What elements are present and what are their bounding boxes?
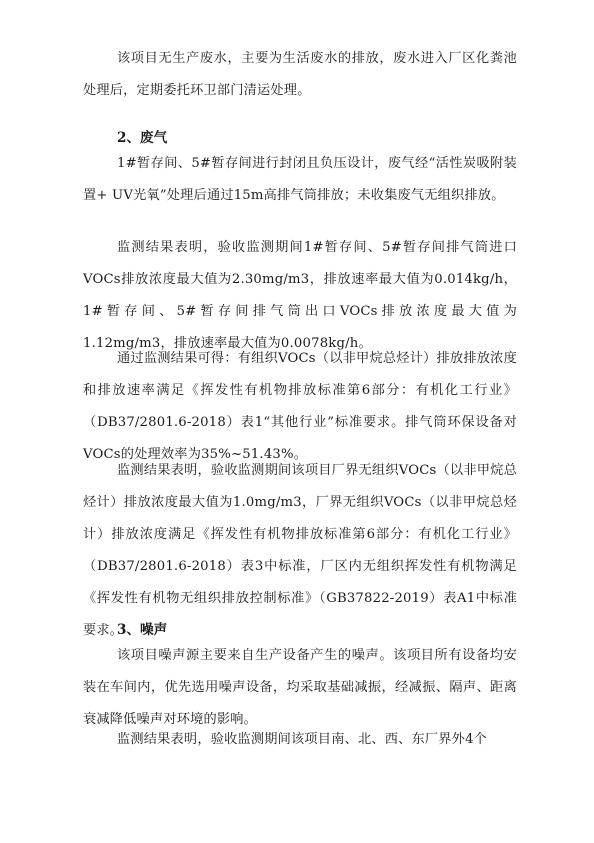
paragraph-exhaust-treatment: 1#暂存间、5#暂存间进行封闭且负压设计，废气经“活性炭吸附装置+ UV光氧”处理后通过15m高排气筒排放；未收集废气无组织排放。 [83, 156, 517, 203]
paragraph-standard-compliance-organized: 通过监测结果可得：有组织VOCs（以非甲烷总烃计）排放排放浓度和排放速率满足《挥发性有机物排放标准第6部分：有机化工行业》（DB37/2801.6-2018）表1“其他行业”标准要求。排气筒环保设备对VOCs的处理效率为35%~51.43%。 [83, 351, 517, 462]
paragraph-wastewater: 该项目无生产废水，主要为生活废水的排放，废水进入厂区化粪池处理后，定期委托环卫部门清运处理。 [83, 51, 517, 98]
paragraph-monitoring-results-unorganized: 监测结果表明，验收监测期间该项目厂界无组织VOCs（以非甲烷总烃计）排放浓度最大值为1.0mg/m3，厂界无组织VOCs（以非甲烷总烃计）排放浓度满足《挥发性有机物排放标准第6部分：有机化工行业》（DB37/2801.6-2018）表3中标准，厂区内无组织挥发性有机物满足《挥发性有机物无组织排放控制标准》（GB37822-2019）表A1中标准要求。 [83, 463, 517, 638]
section-heading-noise: 3、噪声 [117, 622, 168, 638]
paragraph-noise-sources: 该项目噪声源主要来自生产设备产生的噪声。该项目所有设备均安装在车间内，优先选用噪声设备，均采取基础减振，经减振、隔声、距离衰减降低噪声对环境的影响。 [83, 648, 517, 727]
paragraph-monitoring-results-organized: 监测结果表明，验收监测期间1#暂存间、5#暂存间排气筒进口VOCs排放浓度最大值为2.30mg/m3，排放速率最大值为0.014kg/h，1#暂存间、5#暂存间排气筒出口VOCs排放浓度最大值为1.12mg/m3，排放速率最大值为0.0078kg/h。 [83, 240, 517, 351]
paragraph-noise-monitoring: 监测结果表明，验收监测期间该项目南、北、西、东厂界外4个 [117, 732, 488, 747]
section-heading-exhaust-gas: 2、废气 [117, 130, 168, 146]
